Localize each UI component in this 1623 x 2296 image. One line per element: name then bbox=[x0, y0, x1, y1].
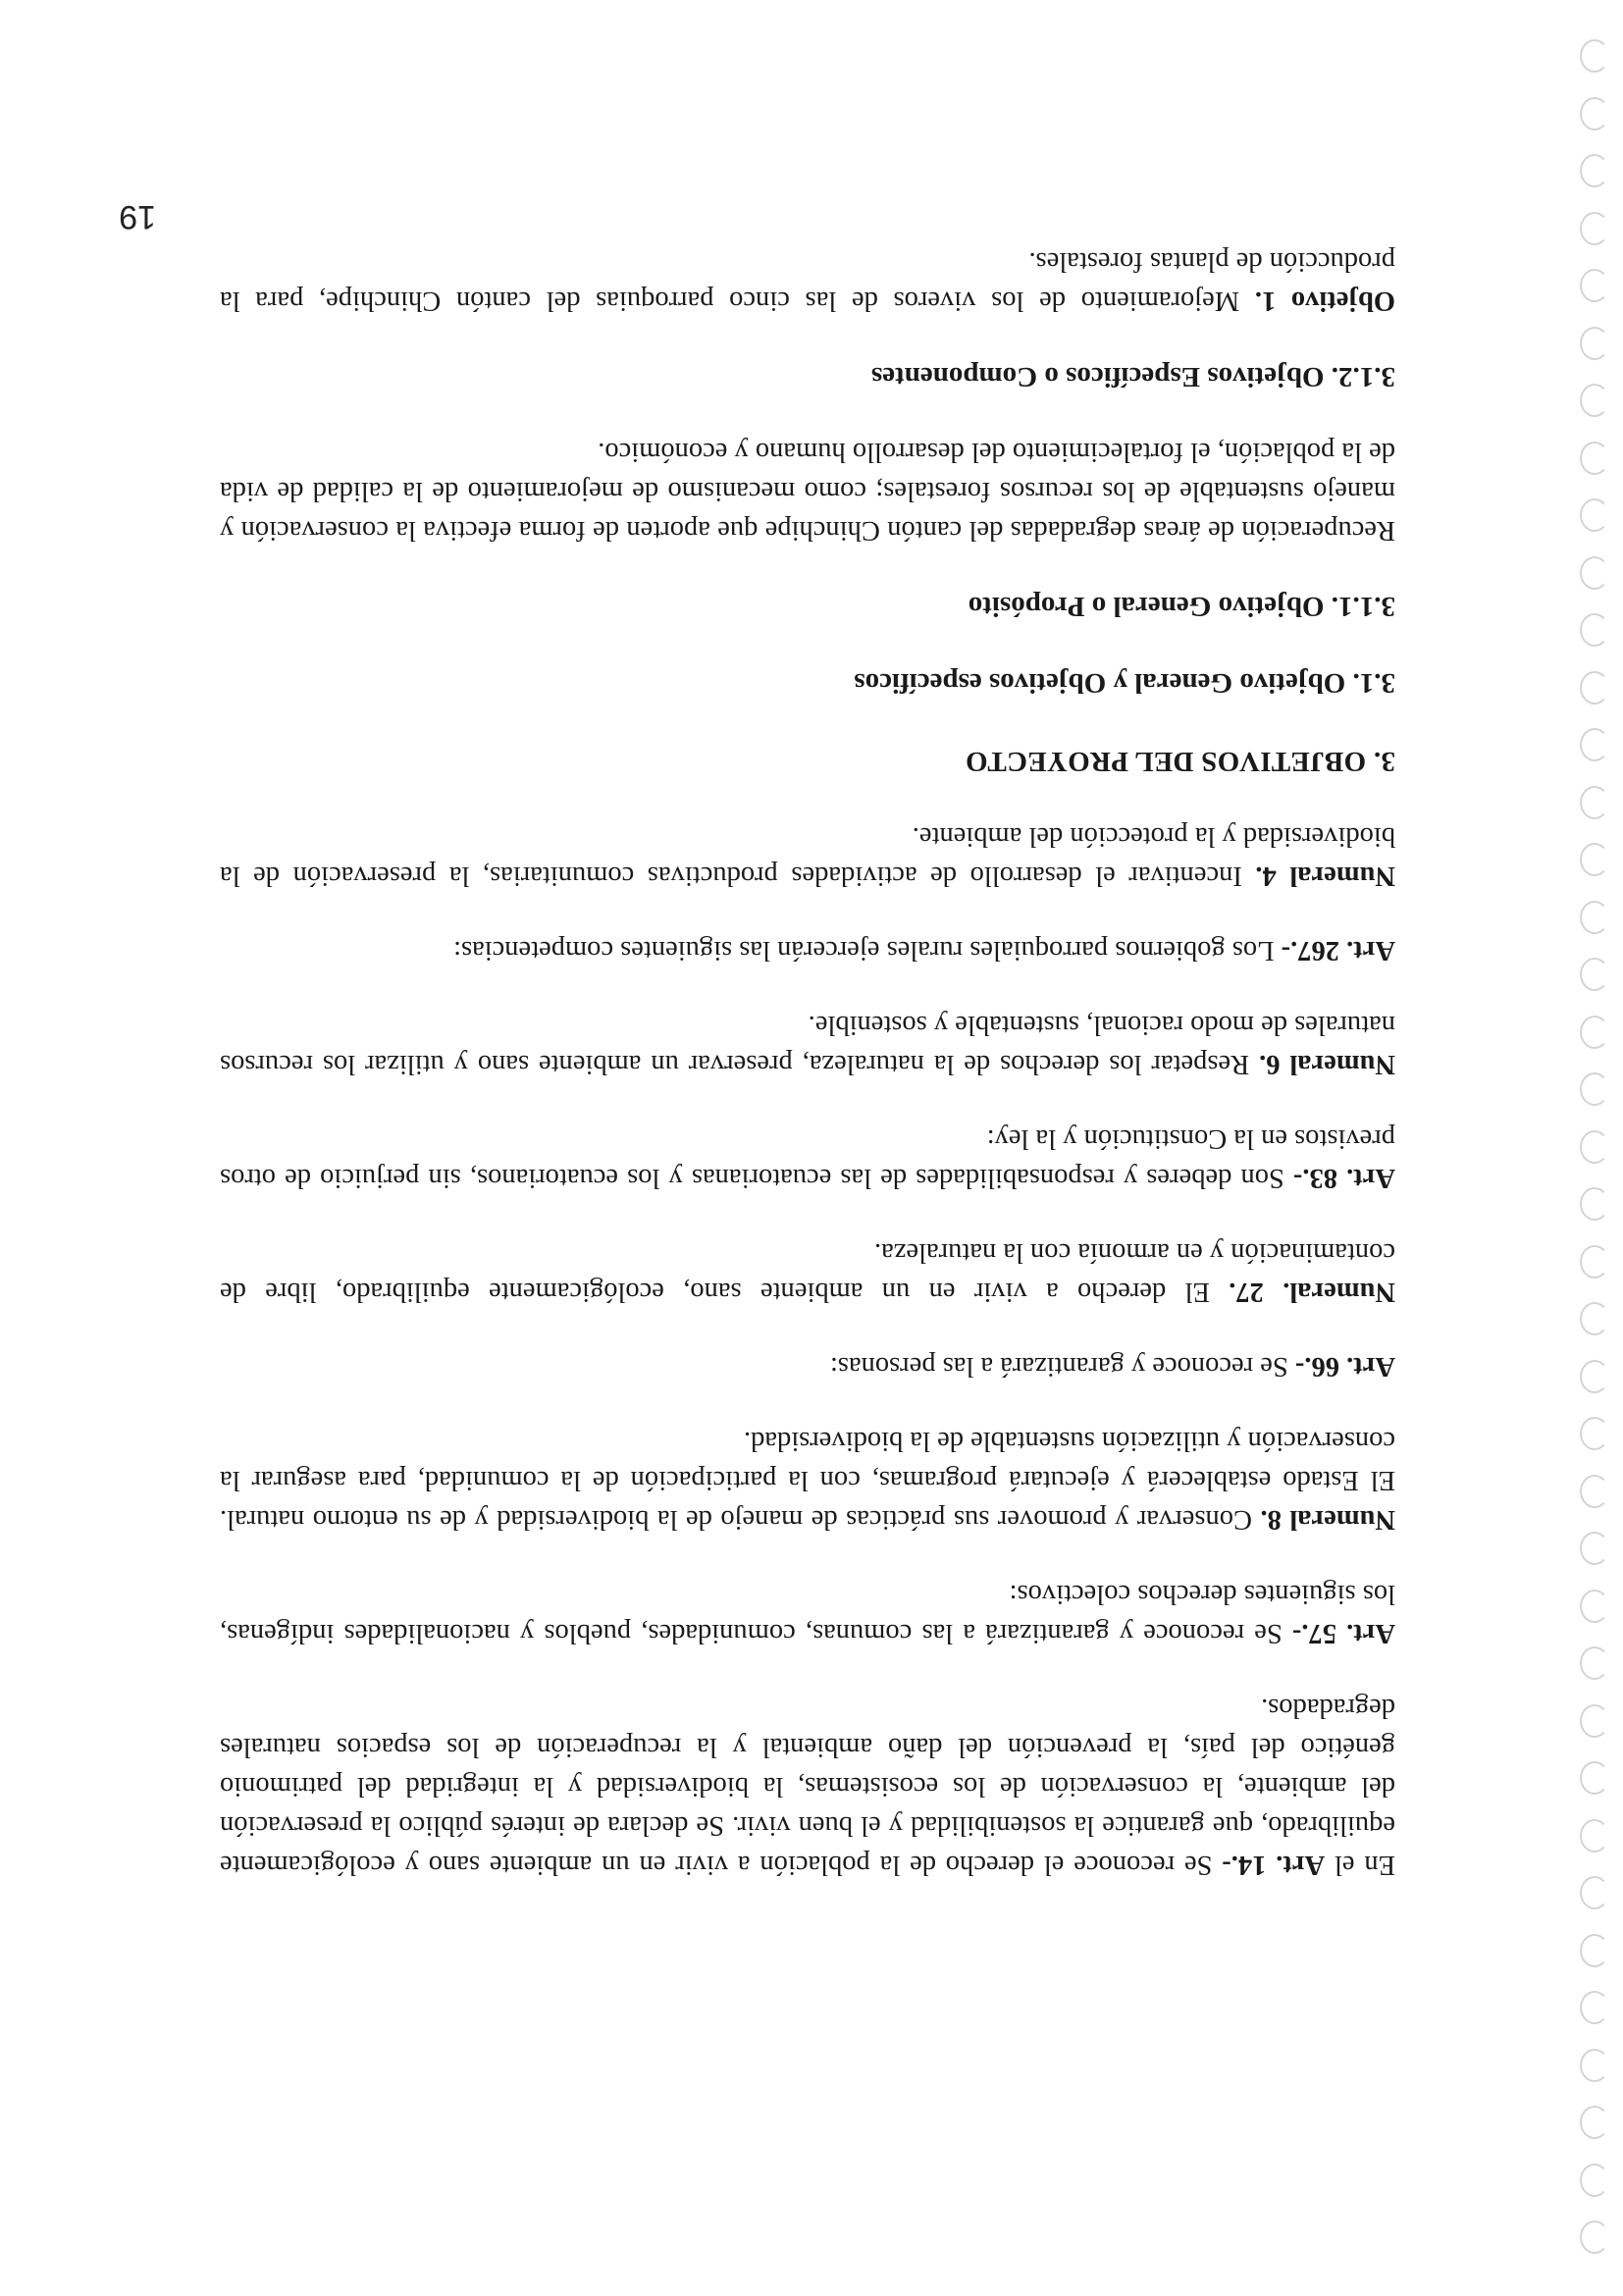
paragraph-art-267: Art. 267.- Los gobiernos parroquiales rurales ejercerán las siguientes competencias: bbox=[453, 935, 1395, 965]
paragraph-art-83: Art. 83.- Son deberes y responsabilidades de las ecuatorianas y los ecuatorianos, sin perjuicio de otros previstos en la Constitución y la ley: bbox=[220, 1123, 1395, 1193]
section-3-1-1-heading: 3.1.1. Objetivo General o Propósito bbox=[968, 591, 1395, 622]
section-3-1-heading: 3.1. Objetivo General y Objetivos específicos bbox=[854, 667, 1395, 699]
paragraph-numeral-6: Numeral 6. Respetar los derechos de la naturaleza, preservar un ambiente sano y utilizar los recursos naturales de modo racional, sustentable y sostenible. bbox=[219, 1010, 1395, 1079]
numeral-label: Numeral 6. bbox=[1259, 1049, 1395, 1079]
paragraph-art-57: Art. 57.- Se reconoce y garantizará a las comunas, comunidades, pueblos y nacionalidades indígenas, los siguientes derechos colectivos: bbox=[220, 1579, 1395, 1648]
paragraph-numeral-4: Numeral 4. Incentivar el desarrollo de actividades productivas comunitarias, la preservación de la biodiversidad y la protección del ambiente. bbox=[220, 821, 1395, 891]
article-label: Art. 267.- bbox=[1281, 935, 1395, 965]
numeral-label: Numeral. 27. bbox=[1229, 1277, 1395, 1307]
article-label: Art. 66.- bbox=[1294, 1351, 1395, 1382]
general-objective-text: Recuperación de áreas degradadas del cantón Chinchipe que aporten de forma efectiva la conservación y manejo sustentable de los recursos forestales; como mecanismo de mejoramiento de la calidad de vida de la población, el fortalecimiento del desarrollo humano y económico. bbox=[220, 437, 1395, 546]
article-label: Art. 83.- bbox=[1292, 1163, 1395, 1193]
section-3-1-2-heading: 3.1.2. Objetivos Específicos o Componentes bbox=[870, 361, 1395, 392]
numeral-label: Numeral 4. bbox=[1255, 861, 1395, 891]
paragraph-numeral-27: Numeral. 27. El derecho a vivir en un ambiente sano, ecológicamente equilibrado, libre de contaminación y en armonía con la naturaleza. bbox=[220, 1237, 1395, 1307]
section-3-heading: 3. OBJETIVOS DEL PROYECTO bbox=[965, 746, 1395, 777]
document-body bbox=[220, 206, 1395, 1884]
paragraph-art-66: Art. 66.- Se reconoce y garantizará a las personas: bbox=[829, 1351, 1395, 1382]
paragraph-art-14: En el Art. 14.- Se reconoce el derecho de la población a vivir en un ambiente sano y ecológicamente equilibrado, que garantice la sostenibilidad y el buen vivir. Se declara de interés público la preservación del ambiente, la conservación de los ecosistemas, la biodiversidad y la integridad del patrimonio genético del país, la prevención del daño ambiental y la recuperación de los espacios naturales degradados. bbox=[220, 1693, 1395, 1880]
objective-label: Objetivo 1. bbox=[1254, 286, 1395, 316]
article-label: Art. 14.- bbox=[1222, 1850, 1326, 1880]
objective-1-paragraph: Objetivo 1. Mejoramiento de los viveros de las cinco parroquias del cantón Chinchipe, para la producción de plantas forestales. bbox=[220, 246, 1395, 316]
page-number: 19 bbox=[119, 198, 156, 235]
numeral-label: Numeral 8. bbox=[1260, 1504, 1395, 1535]
paragraph-numeral-8: Numeral 8. Conservar y promover sus prácticas de manejo de la biodiversidad y de su entorno natural. El Estado establecerá y ejecutará programas, con la participación de la comunidad, para asegurar la conservación y utilización sustentable de la biodiversidad. bbox=[220, 1426, 1395, 1535]
article-label: Art. 57.- bbox=[1291, 1618, 1395, 1648]
